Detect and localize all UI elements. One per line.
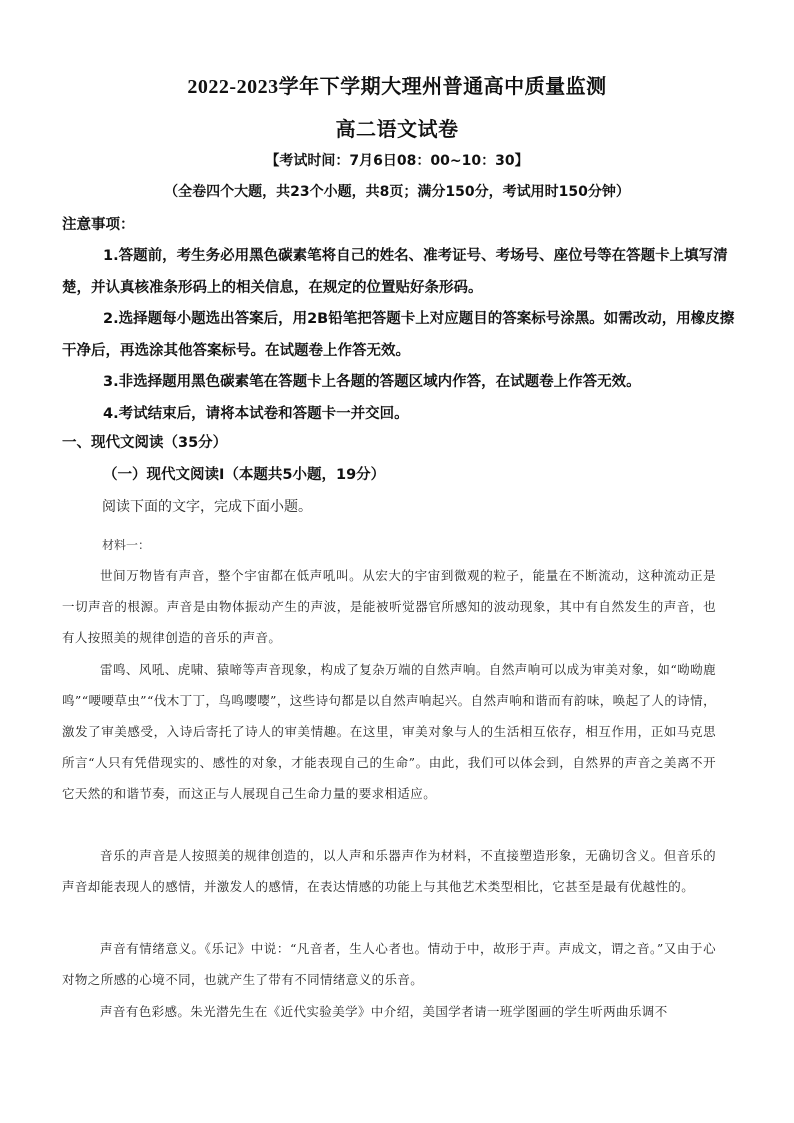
- instruction-item: 2.选择题每小题选出答案后，用2B铅笔把答题卡上对应题目的答案标号涂黑。如需改动，用橡皮擦干净后，再选涂其他答案标号。在试题卷上作答无效。: [62, 311, 735, 359]
- reading-lead: 阅读下面的文字，完成下面小题。: [102, 499, 312, 515]
- exam-time: 【考试时间：7月6日08：00~10：30】: [265, 153, 529, 169]
- passage-paragraph: 雷鸣、风吼、虎啸、猿啼等声音现象，构成了复杂万端的自然声响。自然声响可以成为审美对象，如“呦呦鹿鸣”“喓喓草虫”“伐木丁丁，鸟鸣嘤嘤”，这些诗句都是以自然声响起兴。自然声响和谐而有韵味，唤起了人的诗情，激发了审美感受，入诗后寄托了诗人的审美情趣。在这里，审美对象与人的生活相互依存，相互作用，正如马克思所言“人只有凭借现实的、感性的对象，才能表现自己的生命”。由此，我们可以体会到，自然界的声音之美离不开它天然的和谐节奏，而这正与人展现自己生命力量的要求相适应。: [62, 662, 716, 801]
- exam-subtitle: 高二语文试卷: [335, 119, 459, 141]
- instructions-heading: 注意事项：: [62, 217, 135, 233]
- exam-note: （全卷四个大题，共23个小题，共8页；满分150分，考试用时150分钟）: [164, 184, 630, 200]
- passage-paragraph: 声音有色彩感。朱光潜先生在《近代实验美学》中介绍，美国学者请一班学图画的学生听两曲乐调不: [100, 1004, 668, 1019]
- passage-paragraph: 声音有情绪意义。《乐记》中说：“凡音者，生人心者也。情动于中，故形于声。声成文，谓之音。”又由于心对物之所感的心境不同，也就产生了带有不同情绪意义的乐音。: [62, 941, 716, 987]
- exam-title: 2022-2023学年下学期大理州普通高中质量监测: [187, 76, 607, 98]
- instruction-item: 4.考试结束后，请将本试卷和答题卡一并交回。: [103, 406, 409, 422]
- passage-paragraph: 音乐的声音是人按照美的规律创造的，以人声和乐器声作为材料，不直接塑造形象，无确切含义。但音乐的声音却能表现人的感情，并激发人的感情，在表达情感的功能上与其他艺术类型相比，它甚至是最有优越性的。: [62, 848, 716, 894]
- material-label: 材料一：: [102, 538, 151, 552]
- passage-paragraph: 世间万物皆有声音，整个宇宙都在低声吼叫。从宏大的宇宙到微观的粒子，能量在不断流动，这种流动正是一切声音的根源。声音是由物体振动产生的声波，是能被听觉器官所感知的波动现象，其中有自然发生的声音，也有人按照美的规律创造的音乐的声音。: [62, 568, 716, 645]
- section-subtitle: （一）现代文阅读Ⅰ（本题共5小题，19分）: [103, 467, 386, 483]
- section-title: 一、现代文阅读（35分）: [62, 435, 228, 451]
- instruction-item: 1.答题前，考生务必用黑色碳素笔将自己的姓名、准考证号、考场号、座位号等在答题卡上填写清楚，并认真核准条形码上的相关信息，在规定的位置贴好条形码。: [62, 248, 728, 296]
- instruction-item: 3.非选择题用黑色碳素笔在答题卡上各题的答题区域内作答，在试题卷上作答无效。: [103, 374, 641, 390]
